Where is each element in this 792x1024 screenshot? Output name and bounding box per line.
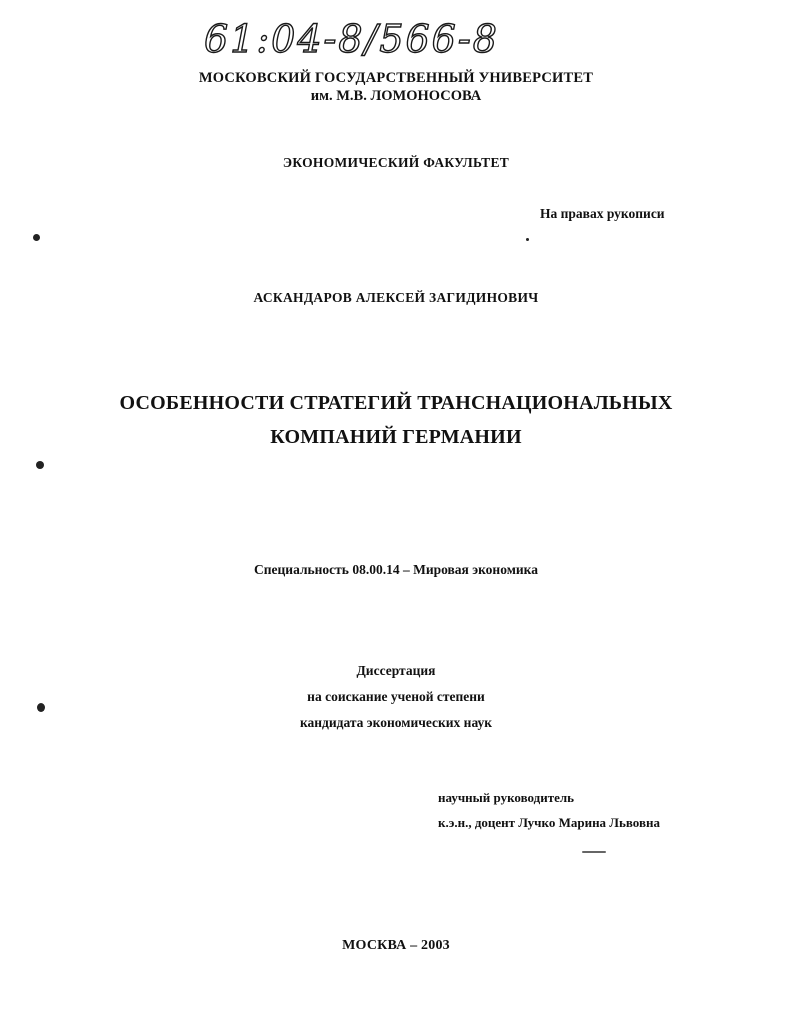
- university-name: МОСКОВСКИЙ ГОСУДАРСТВЕННЫЙ УНИВЕРСИТЕТ: [198, 70, 594, 86]
- handwritten-number-text: 61:04-8/566-8: [204, 17, 499, 61]
- dissertation-title-line2: КОМПАНИЙ ГЕРМАНИИ: [270, 426, 522, 448]
- scan-mark: [582, 851, 606, 853]
- specialty-line: Специальность 08.00.14 – Мировая экономика: [254, 562, 538, 577]
- faculty-name: ЭКОНОМИЧЕСКИЙ ФАКУЛЬТЕТ: [282, 155, 510, 170]
- degree-purpose: на соискание ученой степени: [307, 689, 485, 704]
- dissertation-label: Диссертация: [356, 663, 436, 678]
- advisor-name: к.э.н., доцент Лучко Марина Львовна: [438, 815, 660, 830]
- handwritten-archive-number: [200, 14, 520, 64]
- author-name: АСКАНДАРОВ АЛЕКСЕЙ ЗАГИДИНОВИЧ: [253, 290, 539, 305]
- scan-speck: [526, 238, 529, 241]
- scan-speck: [33, 234, 40, 241]
- university-subname: им. М.В. ЛОМОНОСОВА: [310, 88, 482, 104]
- handwritten-number-drawing: [200, 14, 520, 64]
- dissertation-title-line1: ОСОБЕННОСТИ СТРАТЕГИЙ ТРАНСНАЦИОНАЛЬНЫХ: [119, 392, 673, 414]
- scan-speck: [37, 703, 45, 712]
- scan-speck: [36, 461, 44, 469]
- advisor-role: научный руководитель: [438, 790, 575, 805]
- degree-name: кандидата экономических наук: [299, 715, 493, 730]
- rights-note: На правах рукописи: [540, 206, 665, 221]
- city-year: МОСКВА – 2003: [342, 938, 450, 953]
